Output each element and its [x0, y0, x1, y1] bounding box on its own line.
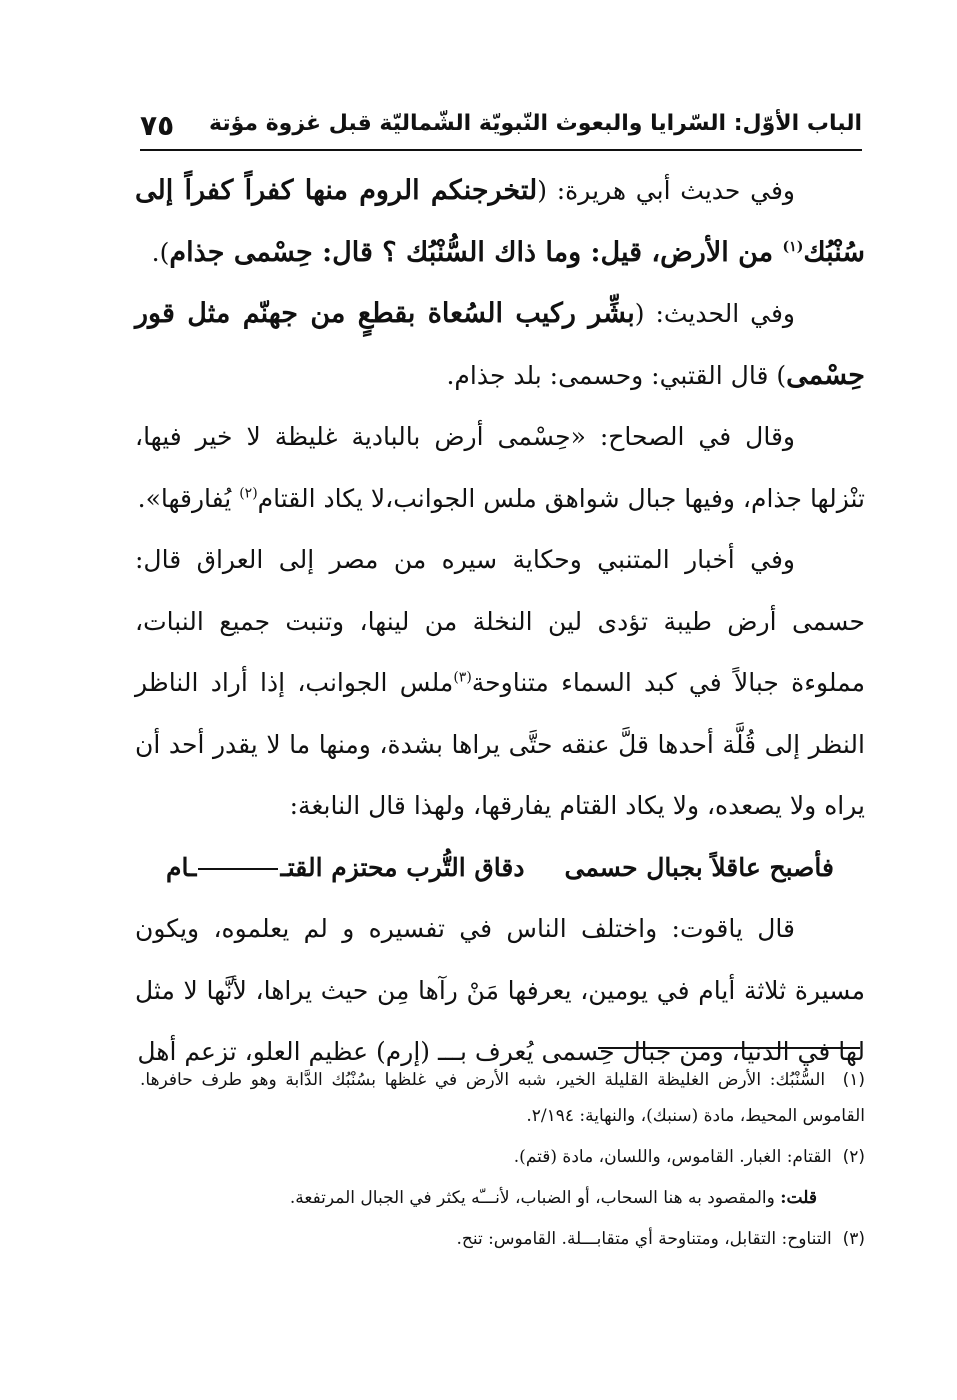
footnote-marker-2: (٢): [239, 485, 258, 502]
hadith-quote-2: بشِّر ركيب السُعاة بقطعٍ من جهنّم مثل قور حِسْمى: [135, 298, 865, 391]
footnote-2-number: (٢): [842, 1147, 865, 1167]
paragraph-hadith: [135, 283, 865, 406]
paragraph-abu-hurayra: [135, 160, 865, 283]
footnote-3-text: التناوح: التقابل، ومتناوحة أي متقابـــلة. القاموس: تنح.: [456, 1229, 832, 1249]
footnote-1: [140, 1062, 865, 1134]
poem-second-hemistich-b: ـام: [166, 852, 197, 882]
footnote-2-note-text: والمقصود به هنا السحاب، أو الضباب، لأنـــّه يكثر في الجبال المرتفعة.: [289, 1188, 781, 1208]
footnote-marker-1: (١): [782, 238, 804, 255]
footnote-3-number: (٣): [842, 1229, 865, 1249]
paragraph-yaqut: قال ياقوت: واختلف الناس في تفسيره و لم يعلموه، ويكون مسيرة ثلاثة أيام في يومين، يعرفها مَنْ رآها مِن حيث يراها، لأنَّها لا مثل لها في الدنيا، ومن جبال حِسمى يُعرف بـــ (إرم) عظيم العلو، تزعم أهل: [135, 914, 865, 1066]
paragraph-sihah: [135, 406, 865, 529]
poem-second-hemistich-a: دقاق التُّرب محتزم القتـ: [280, 852, 525, 882]
footnote-2-note: [140, 1180, 865, 1216]
p3-a: وقال في الصحاح: «حِسْمى أرض بالبادية غليظة لا خير فيها، تنْزلها جذام، وفيها جبال شواهق ملس الجوانب،لا يكاد القتام: [135, 422, 865, 513]
footnote-2-note-label: قلت:: [780, 1188, 817, 1208]
hadith-quote-part2: من الأرض، قيل: وما ذاك السُّنْبُك ؟ قال: حِسْمى جذام: [169, 236, 783, 268]
footnote-3: [140, 1221, 865, 1257]
footnote-1-number: (١): [842, 1070, 865, 1090]
p3-b: يُفارقها».: [137, 483, 240, 513]
footnotes: [140, 1062, 865, 1262]
footnote-2: [140, 1139, 865, 1175]
p4-a: وفي أخبار المتنبي وحكاية سيره من مصر إلى العراق قال: حسمى أرض طيبة تؤدى لين النخلة من لينها، وتنبت جميع النبات، مملوءة جبالاً في كبد السماء متناوحة: [135, 545, 865, 697]
p2-rest: ) قال القتبي: وحسمى: بلد جذام.: [446, 360, 787, 390]
p4-b: ملس الجوانب، إذا أراد الناظر النظر إلى قُلَّة أحدها قلَّ عنقه حتَّى يراها بشدة، ومنها ما لا يقدر أحد أن يراه ولا يصعده، ولا يكاد القتام يفارقها، ولهذا قال النابغة:: [135, 668, 865, 820]
kashida-stretch: [198, 868, 278, 870]
footnote-separator: [598, 1047, 860, 1049]
paragraph-mutanabbi: [135, 529, 865, 837]
hadith-quote-part1: لتخرجنكم الروم منها كفراً كفراً إلى سُنْبُك: [135, 175, 865, 268]
p1-end: ).: [151, 237, 170, 267]
main-text: [135, 160, 865, 1083]
footnote-marker-3: (٣): [453, 669, 472, 686]
poem-first-hemistich: فأصبح عاقلاً بجبال حسمى: [564, 852, 834, 882]
running-title: الباب الأوّل: السّرايا والبعوث النّبويّة الشّماليّة قبل غزوة مؤتة: [209, 111, 862, 136]
footnote-2-text: القتام: الغبار. القاموس، واللسان، مادة (قتم).: [513, 1147, 832, 1167]
poem-verse: [135, 837, 865, 899]
p1-intro: وفي حديث أبي هريرة: (: [537, 176, 795, 205]
footnote-1-text: السُّنْبُك: الأرض الغليظة القليلة الخير، شبه الأرض في غلظها بسُنْبُك الدَّابة وهو طرف حافرها. القاموس المحيط، مادة (سنبك)، والنهاية: ٢/١٩٤.: [140, 1070, 865, 1126]
p2-intro: وفي الحديث: (: [634, 299, 795, 328]
page-number: ٧٥: [140, 109, 175, 142]
running-header: [140, 105, 862, 151]
